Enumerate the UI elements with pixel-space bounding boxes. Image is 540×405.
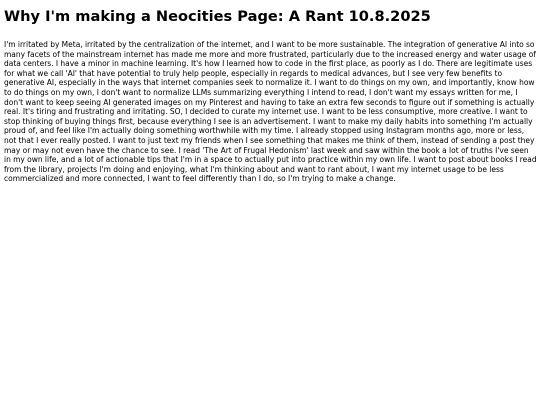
page-title: Why I'm making a Neocities Page: A Rant 10.8.2025 <box>4 8 431 25</box>
rant-paragraph: I'm irritated by Meta, irritated by the centralization of the internet, and I want to be more sustainable. The integration of generative AI into so many facets of the mainstream internet has made me more and more frustrated, particularly due to the increased energy and water usage of data centers. I have a minor in machine learning. It's how I learned how to code in the first place, as poorly as I do. There are legitimate uses for what we call 'AI' that have potential to truly help people, especially in regards to medical advances, but I see very few benefits to generative AI, especially in the ways that internet companies seek to normalize it. I want to do things on my own, and importantly, know how to do things on my own, I don't want to normalize LLMs summarizing everything I intend to read, I don't want my essays written for me, I don't want to keep seeing AI generated images on my Pinterest and having to take an extra few seconds to figure out if something is actually real. It's tiring and frustrating and irritating. SO, I decided to curate my internet use. I want to be less consumptive, more creative. I want to stop thinking of buying things first, because everything I see is an advertisement. I want to make my daily habits into something I'm actually proud of, and feel like I'm actually doing something worthwhile with my time. I already stopped using Instagram months ago, more or less, not that I ever really posted. I want to just text my friends when I see something that makes me think of them, instead of sending a post they may or may not even have the chance to see. I read 'The Art of Frugal Hedonism' last week and saw within the book a lot of truths I've seen in my own life, and a lot of actionable tips that I'm in a space to actually put into practice within my own life. I want to post about books I read from the library, projects I'm doing and enjoying, what I'm thinking about and want to rant about, I want my internet usage to be less commercialized and more connected, I want to feel differently than I do, so I'm trying to make a change. <box>4 40 537 184</box>
